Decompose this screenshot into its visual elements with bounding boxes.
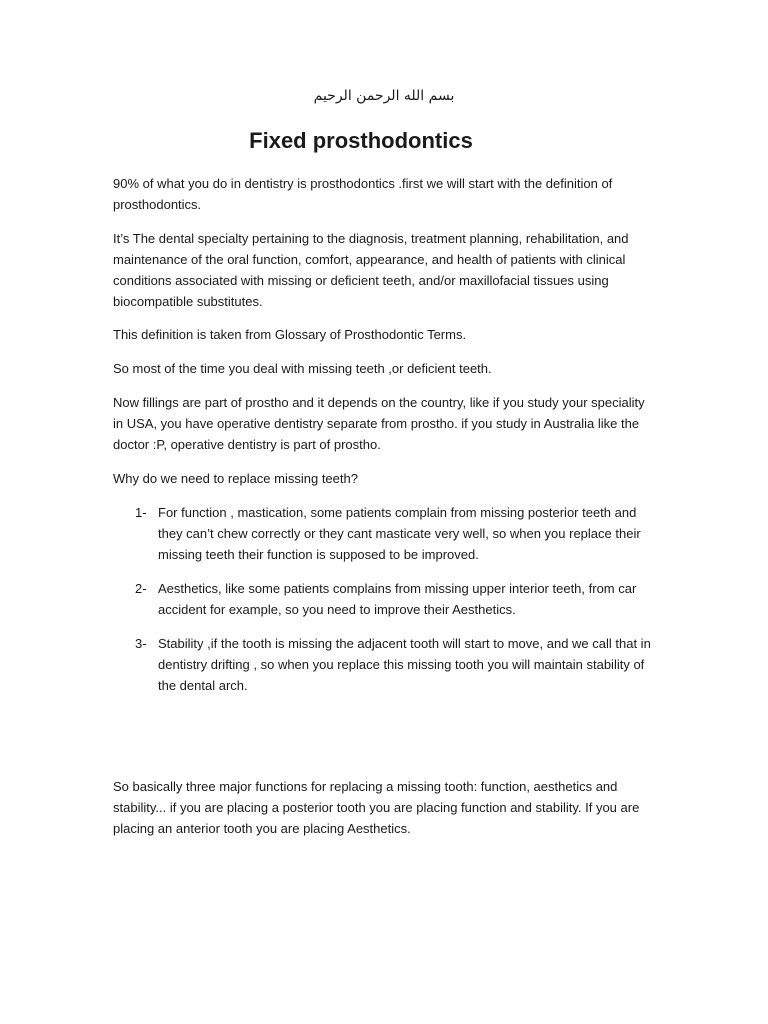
list-text: Aesthetics, like some patients complains from missing upper interior teeth, from car accident for example, so you need to improve their Aesthetics. [158,581,637,617]
list-item-stability [135,633,655,696]
list-item-function [135,502,655,565]
paragraph-missing-teeth: So most of the time you deal with missing teeth ,or deficient teeth. [113,361,492,376]
paragraph-definition: It’s The dental specialty pertaining to the diagnosis, treatment planning, rehabilitation, and maintenance of the oral function, comfort, appearance, and health of patients with clinical conditions associated with missing or deficient teeth, and/or maxillofacial tissues using biocompatible substitutes. [113,231,629,309]
paragraph-summary: So basically three major functions for replacing a missing tooth: function, aesthetics and stability... if you are placing a posterior tooth you are placing function and stability. If you are placing an anterior tooth you are placing Aesthetics. [113,779,640,836]
paragraph-intro: 90% of what you do in dentistry is prosthodontics .first we will start with the definition of prosthodontics. [113,176,613,212]
list-text: Stability ,if the tooth is missing the adjacent tooth will start to move, and we call that in dentistry drifting , so when you replace this missing tooth you will maintain stability of the dental arch. [158,636,651,693]
bismillah-heading: بسم الله الرحمن الرحيم [313,88,455,104]
list-number: 3- [135,636,147,651]
paragraph-question: Why do we need to replace missing teeth? [113,471,358,486]
document-title: Fixed prosthodontics [249,128,473,153]
list-item-aesthetics [135,578,655,620]
list-number: 2- [135,581,147,596]
list-number: 1- [135,505,147,520]
list-text: For function , mastication, some patients complain from missing posterior teeth and they can’t chew correctly or they cant masticate very well, so when you replace their missing teeth their function is supposed to be improved. [158,505,641,562]
paragraph-fillings: Now fillings are part of prostho and it depends on the country, like if you study your speciality in USA, you have operative dentistry separate from prostho. if you study in Australia like the doctor :P, operative dentistry is part of prostho. [113,395,645,452]
paragraph-source: This definition is taken from Glossary of Prosthodontic Terms. [113,327,467,342]
